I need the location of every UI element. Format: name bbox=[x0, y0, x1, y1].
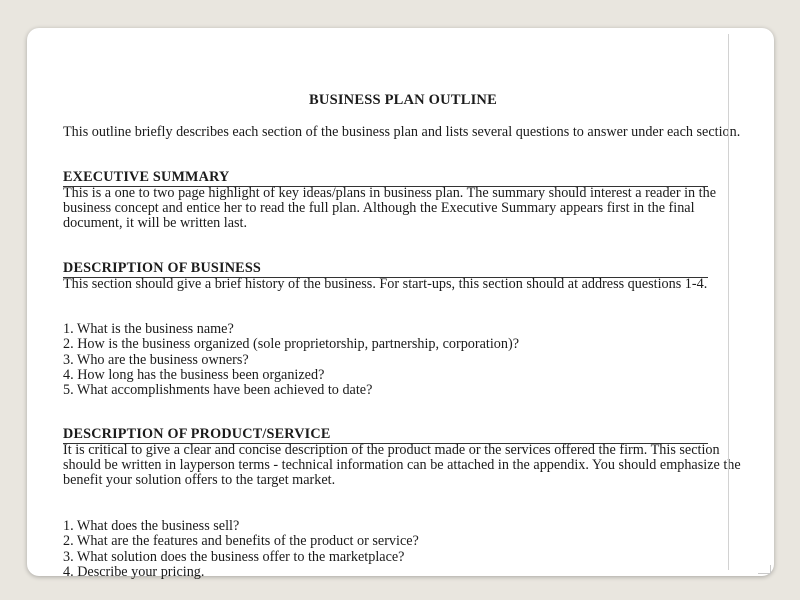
section-body-product-service: It is critical to give a clear and concise description of the product made or the services offered the firm. This section should be written in layperson terms - technical information can be attached in the appendix. You should emphasize the benefit your solution offers to the target market. bbox=[63, 442, 741, 489]
list-item: 1. What is the business name? bbox=[63, 321, 234, 337]
slide-corner bbox=[758, 565, 771, 574]
document-page bbox=[63, 32, 753, 580]
list-item: 4. Describe your pricing. bbox=[63, 563, 205, 580]
section-body-executive-summary: This is a one to two page highlight of key ideas/plans in business plan. The summary should interest a reader in the business concept and entice her to read the full plan. Although the Executive Summary appears first in the final document, it will be written last. bbox=[63, 185, 717, 232]
list-item: 2. How is the business organized (sole proprietorship, partnership, corporation)? bbox=[63, 336, 519, 353]
list-item: 3. What solution does the business offer to the marketplace? bbox=[63, 548, 405, 565]
questions-list-description-of-business bbox=[63, 322, 753, 398]
intro-paragraph: This outline briefly describes each section of the business plan and lists several questions to answer under each section. bbox=[63, 124, 741, 140]
section-heading-executive-summary: EXECUTIVE SUMMARY bbox=[63, 170, 708, 187]
section-heading-description-of-business: DESCRIPTION OF BUSINESS bbox=[63, 261, 708, 278]
slide bbox=[27, 28, 774, 580]
list-item: 3. Who are the business owners? bbox=[63, 351, 249, 368]
document-title: BUSINESS PLAN OUTLINE bbox=[309, 92, 497, 108]
section-heading-product-service: DESCRIPTION OF PRODUCT/SERVICE bbox=[63, 427, 708, 444]
list-item: 2. What are the features and benefits of the product or service? bbox=[63, 533, 419, 550]
section-body-description-of-business: This section should give a brief history of the business. For start-ups, this section should at address questions 1-4. bbox=[63, 276, 708, 292]
page-edge-divider bbox=[728, 34, 729, 570]
questions-list-product-service bbox=[63, 519, 753, 580]
list-item: 1. What does the business sell? bbox=[63, 518, 240, 534]
list-item: 5. What accomplishments have been achieved to date? bbox=[63, 382, 373, 399]
list-item: 4. How long has the business been organized? bbox=[63, 366, 325, 383]
